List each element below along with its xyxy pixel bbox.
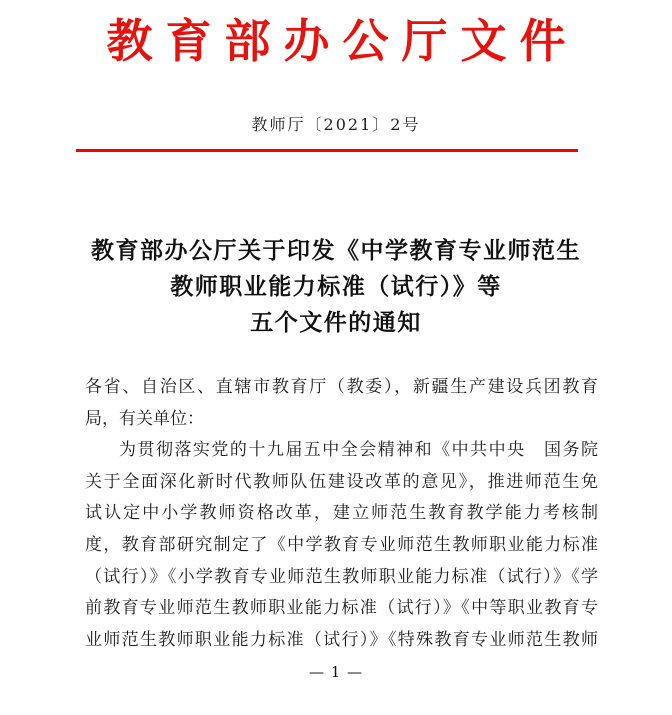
document-title — [0, 233, 672, 341]
body-line-2: 局，有关单位： — [85, 408, 204, 429]
document-body — [85, 372, 598, 656]
red-divider-line — [76, 149, 578, 152]
body-line-6: 度，教育部研究制定了《中学教育专业师范生教师职业能力标准 — [85, 534, 598, 555]
page-number: — 1 — — [308, 663, 364, 681]
document-number: 教师厅〔2021〕2号 — [251, 115, 421, 134]
body-line-5: 试认定中小学教师资格改革，建立师范生教育教学能力考核制 — [85, 503, 598, 524]
document-title-line-2: 教师职业能力标准（试行）》等 — [170, 273, 502, 300]
body-line-3: 为贯彻落实党的十九届五中全会精神和《中共中央 国务院 — [119, 440, 598, 461]
document-header-title: 教育部办公厅文件 — [106, 14, 579, 68]
body-line-8: 前教育专业师范生教师职业能力标准（试行）》《中等职业教育专 — [85, 598, 598, 619]
body-line-1: 各省、自治区、直辖市教育厅（教委），新疆生产建设兵团教育 — [85, 377, 598, 397]
body-line-4: 关于全面深化新时代教师队伍建设改革的意见》，推进师范生免 — [85, 471, 598, 492]
body-line-9: 业师范生教师职业能力标准（试行）》《特殊教育专业师范生教师 — [85, 629, 598, 650]
document-title-line-1: 教育部办公厅关于印发《中学教育专业师范生 — [91, 237, 581, 264]
document-title-line-3: 五个文件的通知 — [250, 309, 422, 336]
body-line-7: （试行）》《小学教育专业师范生教师职业能力标准（试行）》《学 — [85, 566, 598, 587]
